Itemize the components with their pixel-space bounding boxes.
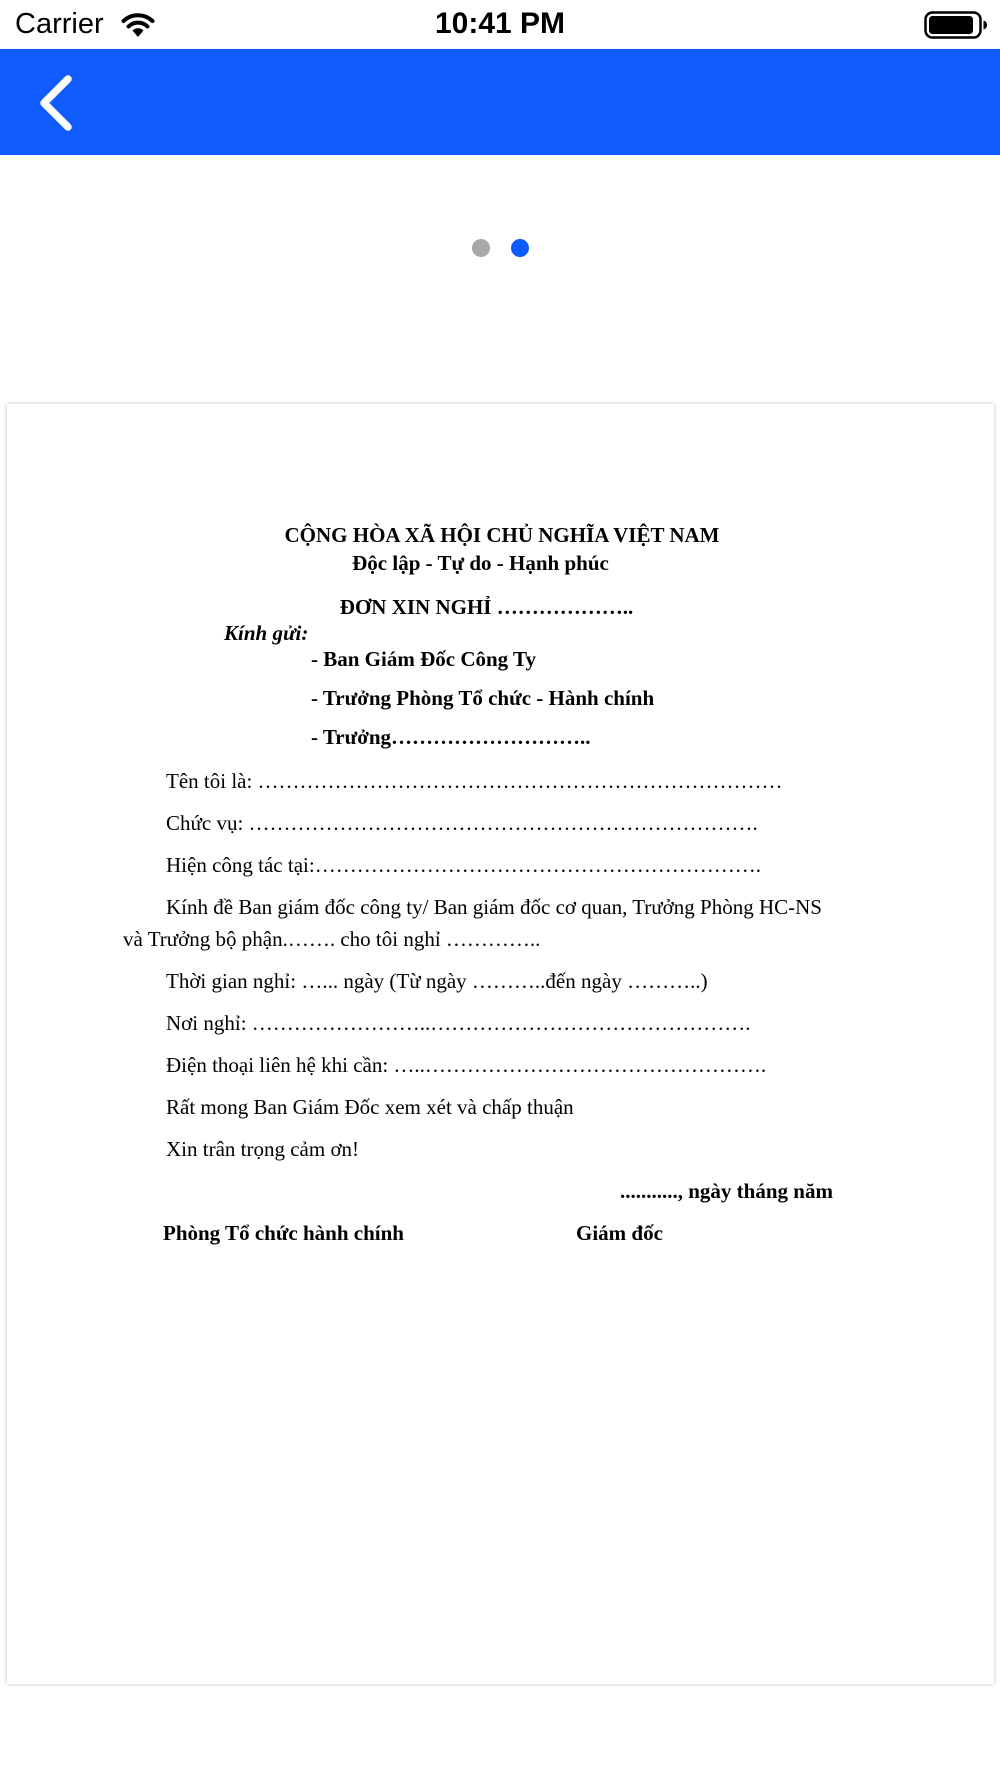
status-bar xyxy=(0,0,1000,49)
page-dot-2-active[interactable] xyxy=(511,239,529,257)
field-name: Tên tôi là: ………………………………………………………………… xyxy=(166,769,783,793)
signature-director: Giám đốc xyxy=(576,1221,663,1245)
motto: Độc lập - Tự do - Hạnh phúc xyxy=(352,551,609,575)
chevron-left-icon xyxy=(22,67,92,137)
battery-icon xyxy=(924,11,988,39)
salutation: Kính gửi: xyxy=(224,621,309,645)
page-indicator xyxy=(0,239,1000,259)
field-phone: Điện thoại liên hệ khi cần: …..…………………………………………. xyxy=(166,1053,767,1077)
national-title: CỘNG HÒA XÃ HỘI CHỦ NGHĨA VIỆT NAM xyxy=(284,523,720,547)
navigation-bar xyxy=(0,49,1000,155)
carrier-label: Carrier xyxy=(15,8,104,40)
leave-request-form xyxy=(7,404,994,1684)
request-text-line-1: Kính đề Ban giám đốc công ty/ Ban giám đốc cơ quan, Trưởng Phòng HC-NS xyxy=(166,895,822,919)
closing-request: Rất mong Ban Giám Đốc xem xét và chấp thuận xyxy=(166,1095,574,1119)
field-position: Chức vụ: ………………………………………………………………. xyxy=(166,811,758,835)
back-button[interactable] xyxy=(22,67,92,137)
document-preview xyxy=(7,404,994,1684)
field-workplace: Hiện công tác tại:………………………………………………………. xyxy=(166,853,761,877)
signature-hr-admin: Phòng Tổ chức hành chính xyxy=(163,1221,404,1245)
date-line: ..........., ngày tháng năm xyxy=(620,1179,833,1203)
page-dot-1[interactable] xyxy=(472,239,490,257)
request-text-line-2: và Trưởng bộ phận.……. cho tôi nghỉ ………….. xyxy=(123,927,541,951)
status-time: 10:41 PM xyxy=(434,7,566,40)
form-title: ĐƠN XIN NGHỈ ……………….. xyxy=(339,595,634,619)
recipient-board-of-directors: - Ban Giám Đốc Công Ty xyxy=(311,647,536,671)
field-place: Nơi nghỉ: ……………………..………………………………………. xyxy=(166,1011,751,1035)
recipient-hr-admin-head: - Trưởng Phòng Tổ chức - Hành chính xyxy=(311,686,655,710)
recipient-department-head: - Trưởng……………………….. xyxy=(311,725,591,749)
field-time-off: Thời gian nghỉ: …... ngày (Từ ngày ………..đến ngày ………..) xyxy=(166,969,708,993)
closing-thanks: Xin trân trọng cảm ơn! xyxy=(166,1137,360,1161)
